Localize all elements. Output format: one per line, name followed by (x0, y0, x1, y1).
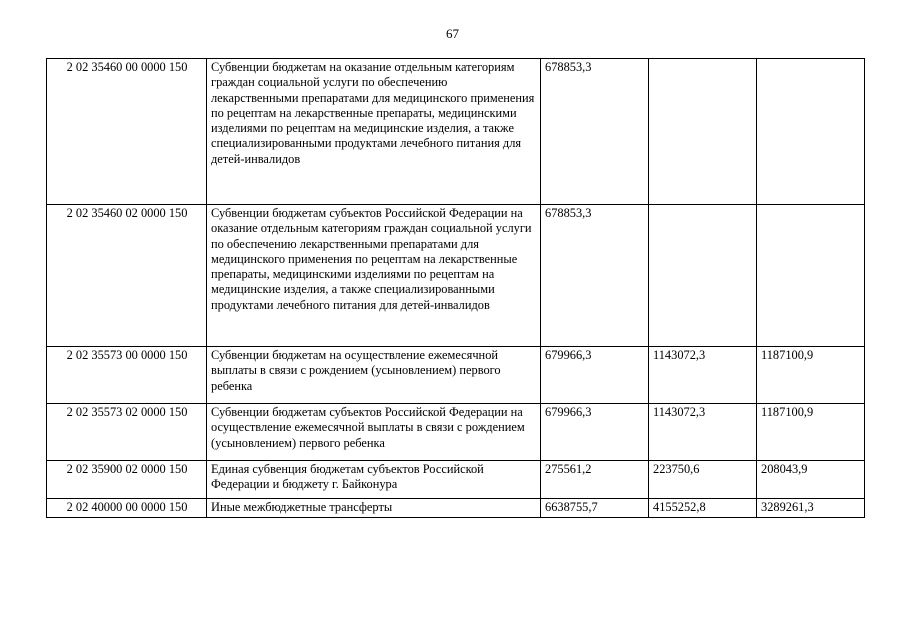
budget-code: 2 02 35573 00 0000 150 (47, 347, 207, 404)
amount-year-3: 3289261,3 (757, 499, 865, 518)
budget-table (46, 58, 865, 518)
amount-year-1: 678853,3 (541, 205, 649, 347)
budget-item-name: Субвенции бюджетам субъектов Российской Федерации на осуществление ежемесячной выплаты в связи с рождением (усыновлением) первого ребенка (207, 404, 541, 461)
table-row (47, 461, 865, 499)
budget-item-name: Иные межбюджетные трансферты (207, 499, 541, 518)
amount-year-3: 208043,9 (757, 461, 865, 499)
budget-item-name: Единая субвенция бюджетам субъектов Российской Федерации и бюджету г. Байконура (207, 461, 541, 499)
amount-year-2: 1143072,3 (649, 404, 757, 461)
budget-code: 2 02 40000 00 0000 150 (47, 499, 207, 518)
budget-code: 2 02 35460 02 0000 150 (47, 205, 207, 347)
table-row (47, 404, 865, 461)
table-row (47, 347, 865, 404)
table-row (47, 499, 865, 518)
budget-code: 2 02 35573 02 0000 150 (47, 404, 207, 461)
amount-year-1: 275561,2 (541, 461, 649, 499)
amount-year-2: 223750,6 (649, 461, 757, 499)
page-number: 67 (446, 26, 459, 41)
amount-year-3: 1187100,9 (757, 347, 865, 404)
amount-year-2 (649, 59, 757, 205)
budget-code: 2 02 35900 02 0000 150 (47, 461, 207, 499)
budget-code: 2 02 35460 00 0000 150 (47, 59, 207, 205)
amount-year-3 (757, 59, 865, 205)
amount-year-1: 6638755,7 (541, 499, 649, 518)
amount-year-3: 1187100,9 (757, 404, 865, 461)
amount-year-1: 678853,3 (541, 59, 649, 205)
table-row (47, 205, 865, 347)
budget-item-name: Субвенции бюджетам на оказание отдельным категориям граждан социальной услуги по обеспечению лекарственными препаратами для медицинского применения по рецептам на лекарственные препараты, медицинскими изделиями по рецептам на медицинские изделия, а также специализированными продуктами лечебного питания для детей-инвалидов (207, 59, 541, 205)
amount-year-2: 4155252,8 (649, 499, 757, 518)
amount-year-2: 1143072,3 (649, 347, 757, 404)
table-row (47, 59, 865, 205)
budget-item-name: Субвенции бюджетам на осуществление ежемесячной выплаты в связи с рождением (усыновлением) первого ребенка (207, 347, 541, 404)
budget-item-name: Субвенции бюджетам субъектов Российской Федерации на оказание отдельным категориям граждан социальной услуги по обеспечению лекарственными препаратами для медицинского применения по рецептам на лекарственные препараты, медицинскими изделиями по рецептам на медицинские изделия, а также специализированными продуктами лечебного питания для детей-инвалидов (207, 205, 541, 347)
amount-year-1: 679966,3 (541, 347, 649, 404)
amount-year-3 (757, 205, 865, 347)
amount-year-2 (649, 205, 757, 347)
amount-year-1: 679966,3 (541, 404, 649, 461)
